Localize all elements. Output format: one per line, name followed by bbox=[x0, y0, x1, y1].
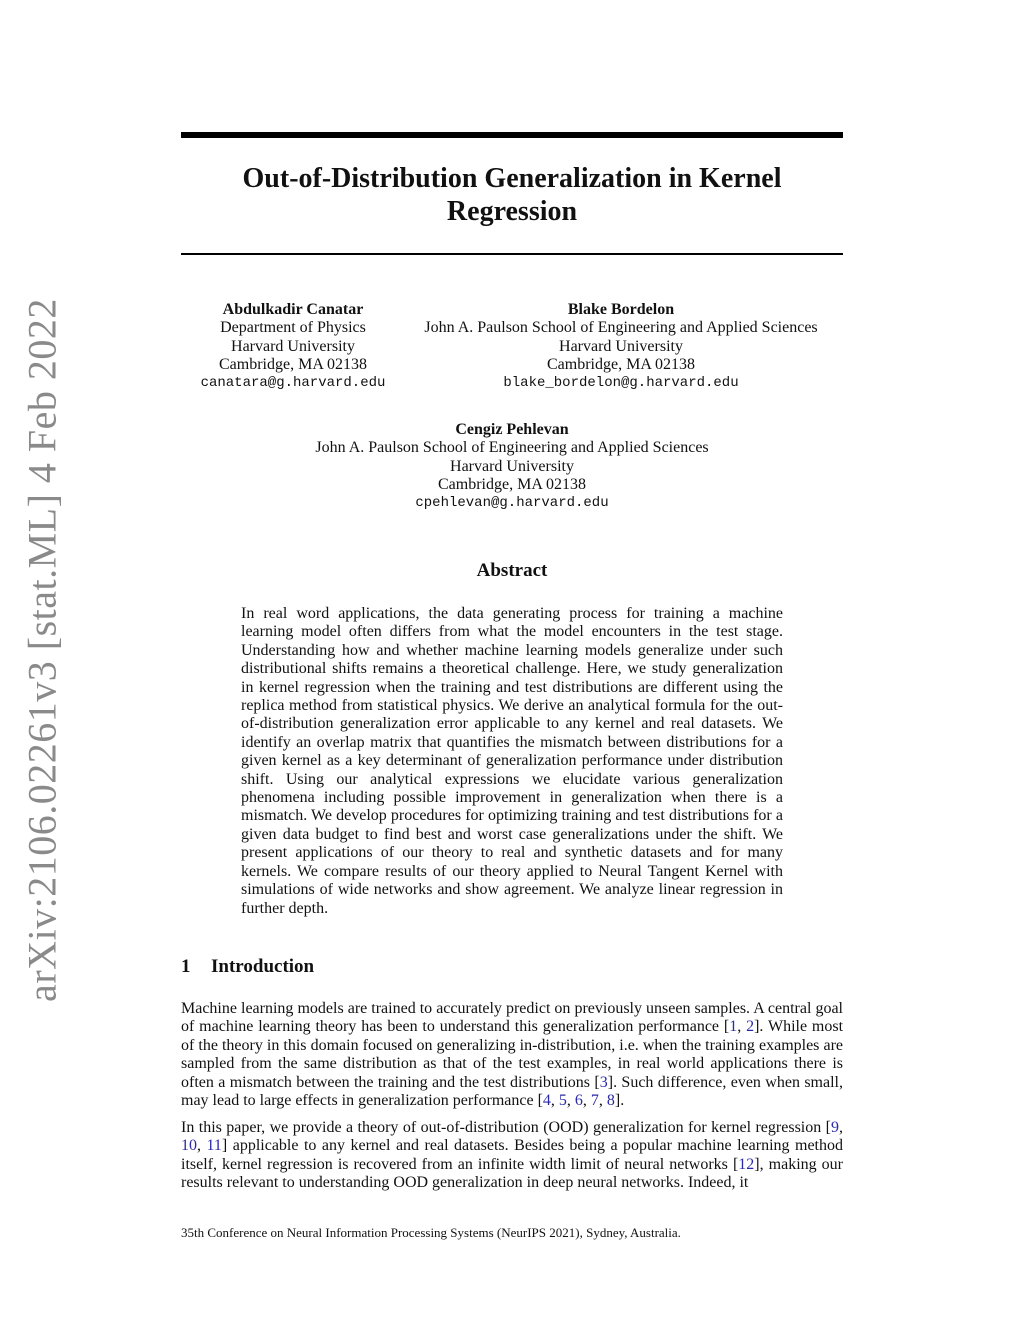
section-heading bbox=[181, 956, 314, 978]
intro-paragraph-2: In this paper, we provide a theory of out-of-distribution (OOD) generalization for kernel regression [9, 10, 11] applicable to any kernel and real datasets. Besides being a popular machine learning method itself, kernel regression is recovered from an infinite width limit of neural networks [12], making our results relevant to understanding OOD generalization in deep neural networks. Indeed, it bbox=[181, 1119, 844, 1192]
citation-link[interactable]: 5 bbox=[558, 1092, 567, 1110]
author-university: Harvard University bbox=[559, 337, 683, 355]
author-location: Cambridge, MA 02138 bbox=[547, 355, 695, 373]
paragraph-text: Machine learning models are trained to accurately predict on previously unseen samples. A central goal of machine learning theory has been to understand this generalization performance [ bbox=[181, 1000, 843, 1036]
citation-link[interactable]: 8 bbox=[606, 1092, 615, 1110]
author-name: Blake Bordelon bbox=[567, 301, 675, 318]
author-university: Harvard University bbox=[450, 457, 574, 475]
citation-link[interactable]: 4 bbox=[542, 1092, 551, 1110]
citation-link[interactable]: 3 bbox=[599, 1073, 608, 1091]
author-email[interactable]: blake_bordelon@g.harvard.edu bbox=[503, 375, 739, 392]
paragraph-text: In this paper, we provide a theory of out-of-distribution (OOD) generalization for kernel regression [ bbox=[181, 1119, 831, 1136]
paragraph-text: ], making our results relevant to understanding OOD generalization in deep neural networks. Indeed, it bbox=[181, 1155, 843, 1192]
citation-link[interactable]: 11 bbox=[206, 1137, 222, 1155]
author-department: John A. Paulson School of Engineering and Applied Sciences bbox=[315, 439, 709, 457]
paragraph-text: ]. Such difference, even when small, may lead to large effects in generalization performance [ bbox=[181, 1073, 843, 1110]
author-email[interactable]: canatara@g.harvard.edu bbox=[200, 375, 386, 392]
author-name: Abdulkadir Canatar bbox=[222, 301, 364, 318]
citation-link[interactable]: 6 bbox=[574, 1092, 583, 1110]
paragraph-text: ] applicable to any kernel and real datasets. Besides being a popular machine learning method itself, kernel regression is recovered from an infinite width limit of neural networks [ bbox=[181, 1137, 844, 1173]
abstract-heading: Abstract bbox=[476, 560, 548, 581]
title-rule-top bbox=[181, 132, 843, 138]
section-title: Introduction bbox=[211, 956, 315, 977]
author-block-3 bbox=[181, 421, 843, 512]
section-number: 1 bbox=[181, 956, 191, 977]
author-department: Department of Physics bbox=[220, 319, 366, 337]
citation-link[interactable]: 10 bbox=[181, 1137, 197, 1155]
abstract-body: In real word applications, the data generating process for training a machine learning model often differs from what the model encounters in the test stage. Understanding how and whether machine learning models generalize under such distributional shifts remains a theoretical challenge. Here, we study generalization in kernel regression when the training and test distributions are different using the replica method from statistical physics. We derive an analytical formula for the out-of-distribution generalization error applicable to any kernel and real datasets. We identify an overlap matrix that quantifies the mismatch between distributions for a given kernel as a key determinant of generalization performance under distribution shift. Using our analytical expressions we elucidate various generalization phenomena including possible improvement in generalization when there is a mismatch. We develop procedures for optimizing training and test distributions for a given data budget to find best and worst case generalizations under the shift. We present applications of our theory to real and synthetic datasets and for many kernels. We compare results of our theory applied to Neural Tangent Kernel with simulations of wide networks and show agreement. We analyze linear regression in further depth. bbox=[241, 605, 783, 917]
arxiv-identifier: arXiv:2106.02261v3 [stat.ML] 4 Feb 2022 bbox=[19, 298, 65, 1002]
citation-link[interactable]: 2 bbox=[746, 1018, 755, 1036]
paragraph-text: ]. While most of the theory in this domain focused on generalizing in-distribution, i.e. when the training examples are sampled from the same distribution as that of the test examples, in real world applications there is often a mismatch between the training and the test distributions [ bbox=[181, 1018, 844, 1091]
title-rule-bottom bbox=[181, 253, 843, 255]
citation-link[interactable]: 1 bbox=[729, 1018, 738, 1036]
intro-paragraph-1: Machine learning models are trained to accurately predict on previously unseen samples. A central goal of machine learning theory has been to understand this generalization performance [1, 2]. While most of the theory in this domain focused on generalizing in-distribution, i.e. when the training examples are sampled from the same distribution as that of the test examples, in real world applications there is often a mismatch between the training and the test distributions [3]. Such difference, even when small, may lead to large effects in generalization performance [4, 5, 6, 7, 8]. bbox=[181, 1000, 844, 1110]
author-location: Cambridge, MA 02138 bbox=[438, 475, 586, 493]
author-block-2 bbox=[405, 301, 837, 392]
citation-link[interactable]: 7 bbox=[590, 1092, 599, 1110]
author-university: Harvard University bbox=[231, 337, 355, 355]
citation-link[interactable]: 9 bbox=[831, 1119, 839, 1136]
conference-footnote: 35th Conference on Neural Information Processing Systems (NeurIPS 2021), Sydney, Australia. bbox=[181, 1225, 681, 1240]
citation-link[interactable]: 12 bbox=[738, 1155, 755, 1173]
paper-title: Out-of-Distribution Generalization in Kernel Regression bbox=[242, 163, 782, 227]
paragraph-text: ]. bbox=[614, 1092, 625, 1110]
author-name: Cengiz Pehlevan bbox=[455, 421, 569, 438]
author-email[interactable]: cpehlevan@g.harvard.edu bbox=[415, 495, 609, 512]
author-department: John A. Paulson School of Engineering and Applied Sciences bbox=[424, 319, 818, 337]
author-block-1 bbox=[181, 301, 405, 392]
author-location: Cambridge, MA 02138 bbox=[219, 355, 367, 373]
